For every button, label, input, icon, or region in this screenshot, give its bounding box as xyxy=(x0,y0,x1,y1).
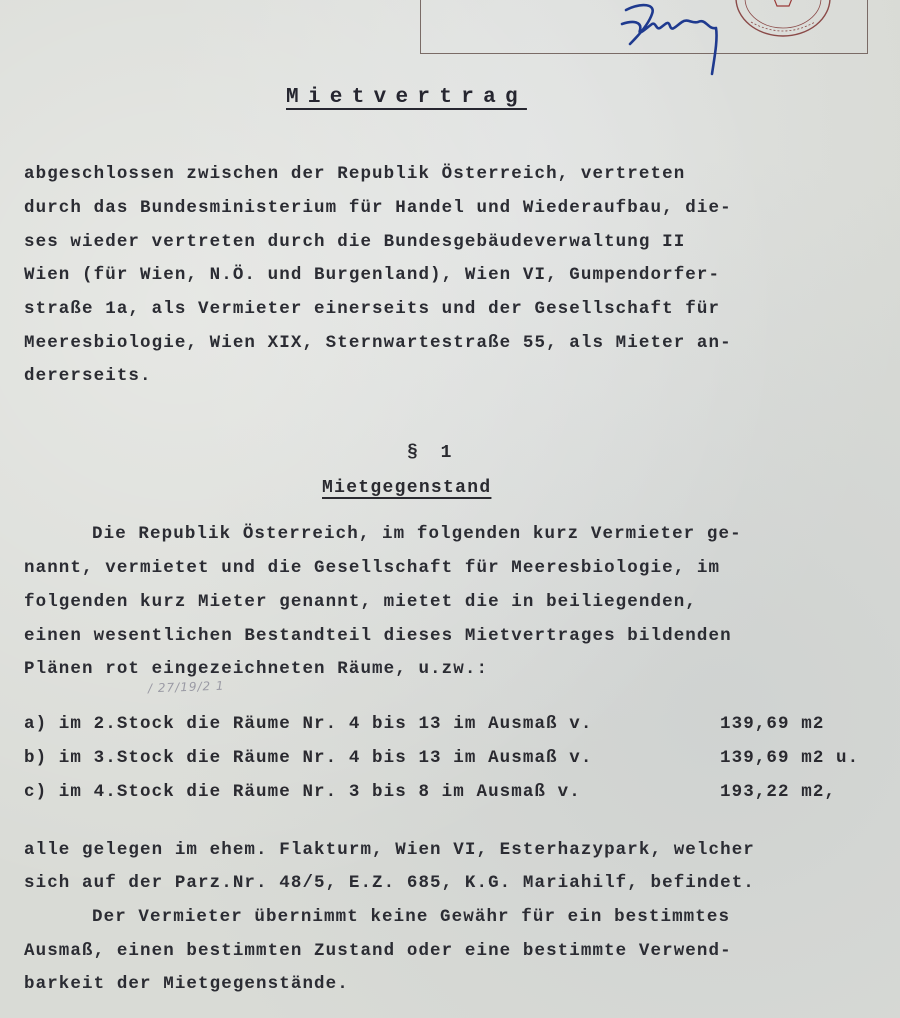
room-item-a xyxy=(24,714,884,734)
paragraph-line: nannt, vermietet und die Gesellschaft für Meeresbiologie, im xyxy=(24,558,721,578)
seal-icon xyxy=(733,0,833,38)
disclaimer-line: Der Vermieter übernimmt keine Gewähr für ein bestimmtes xyxy=(92,907,731,927)
location-line: alle gelegen im ehem. Flakturm, Wien VI, Esterhazypark, welcher xyxy=(24,840,755,860)
room-item-text: a) im 2.Stock die Räume Nr. 4 bis 13 im Ausmaß v. xyxy=(24,714,593,734)
room-item-area: 193,22 m2, xyxy=(720,782,837,802)
paragraph-line: einen wesentlichen Bestandteil dieses Mietvertrages bildenden xyxy=(24,626,732,646)
intro-line: ses wieder vertreten durch die Bundesgebäudeverwaltung II xyxy=(24,232,686,252)
room-item-b xyxy=(24,748,884,768)
section-number: § 1 xyxy=(407,443,458,463)
room-item-c xyxy=(24,782,884,802)
room-item-area: 139,69 m2 u. xyxy=(720,748,860,768)
disclaimer-line: barkeit der Mietgegenstände. xyxy=(24,974,349,994)
bleed-through-text xyxy=(30,95,31,96)
paragraph-line: folgenden kurz Mieter genannt, mietet die in beiliegenden, xyxy=(24,592,697,612)
intro-line: straße 1a, als Vermieter einerseits und der Gesellschaft für xyxy=(24,299,721,319)
disclaimer-line: Ausmaß, einen bestimmten Zustand oder eine bestimmte Verwend- xyxy=(24,941,732,961)
pencil-note: / 27/19/2 1 xyxy=(147,678,225,696)
room-item-text: b) im 3.Stock die Räume Nr. 4 bis 13 im Ausmaß v. xyxy=(24,748,593,768)
section-heading: Mietgegenstand xyxy=(322,478,492,498)
room-item-text: c) im 4.Stock die Räume Nr. 3 bis 8 im Ausmaß v. xyxy=(24,782,581,802)
intro-line: abgeschlossen zwischen der Republik Österreich, vertreten xyxy=(24,164,686,184)
signature-icon xyxy=(612,0,732,80)
document-title: Mietvertrag xyxy=(286,86,527,109)
intro-line: Meeresbiologie, Wien XIX, Sternwartestraße 55, als Mieter an- xyxy=(24,333,732,353)
location-line: sich auf der Parz.Nr. 48/5, E.Z. 685, K.G. Mariahilf, befindet. xyxy=(24,873,755,893)
paragraph-line: Die Republik Österreich, im folgenden kurz Vermieter ge- xyxy=(92,524,742,544)
room-item-area: 139,69 m2 xyxy=(720,714,825,734)
intro-line: durch das Bundesministerium für Handel und Wiederaufbau, die- xyxy=(24,198,732,218)
intro-line: dererseits. xyxy=(24,366,152,386)
paragraph-line: Plänen rot eingezeichneten Räume, u.zw.: xyxy=(24,659,489,679)
intro-line: Wien (für Wien, N.Ö. und Burgenland), Wien VI, Gumpendorfer- xyxy=(24,265,721,285)
